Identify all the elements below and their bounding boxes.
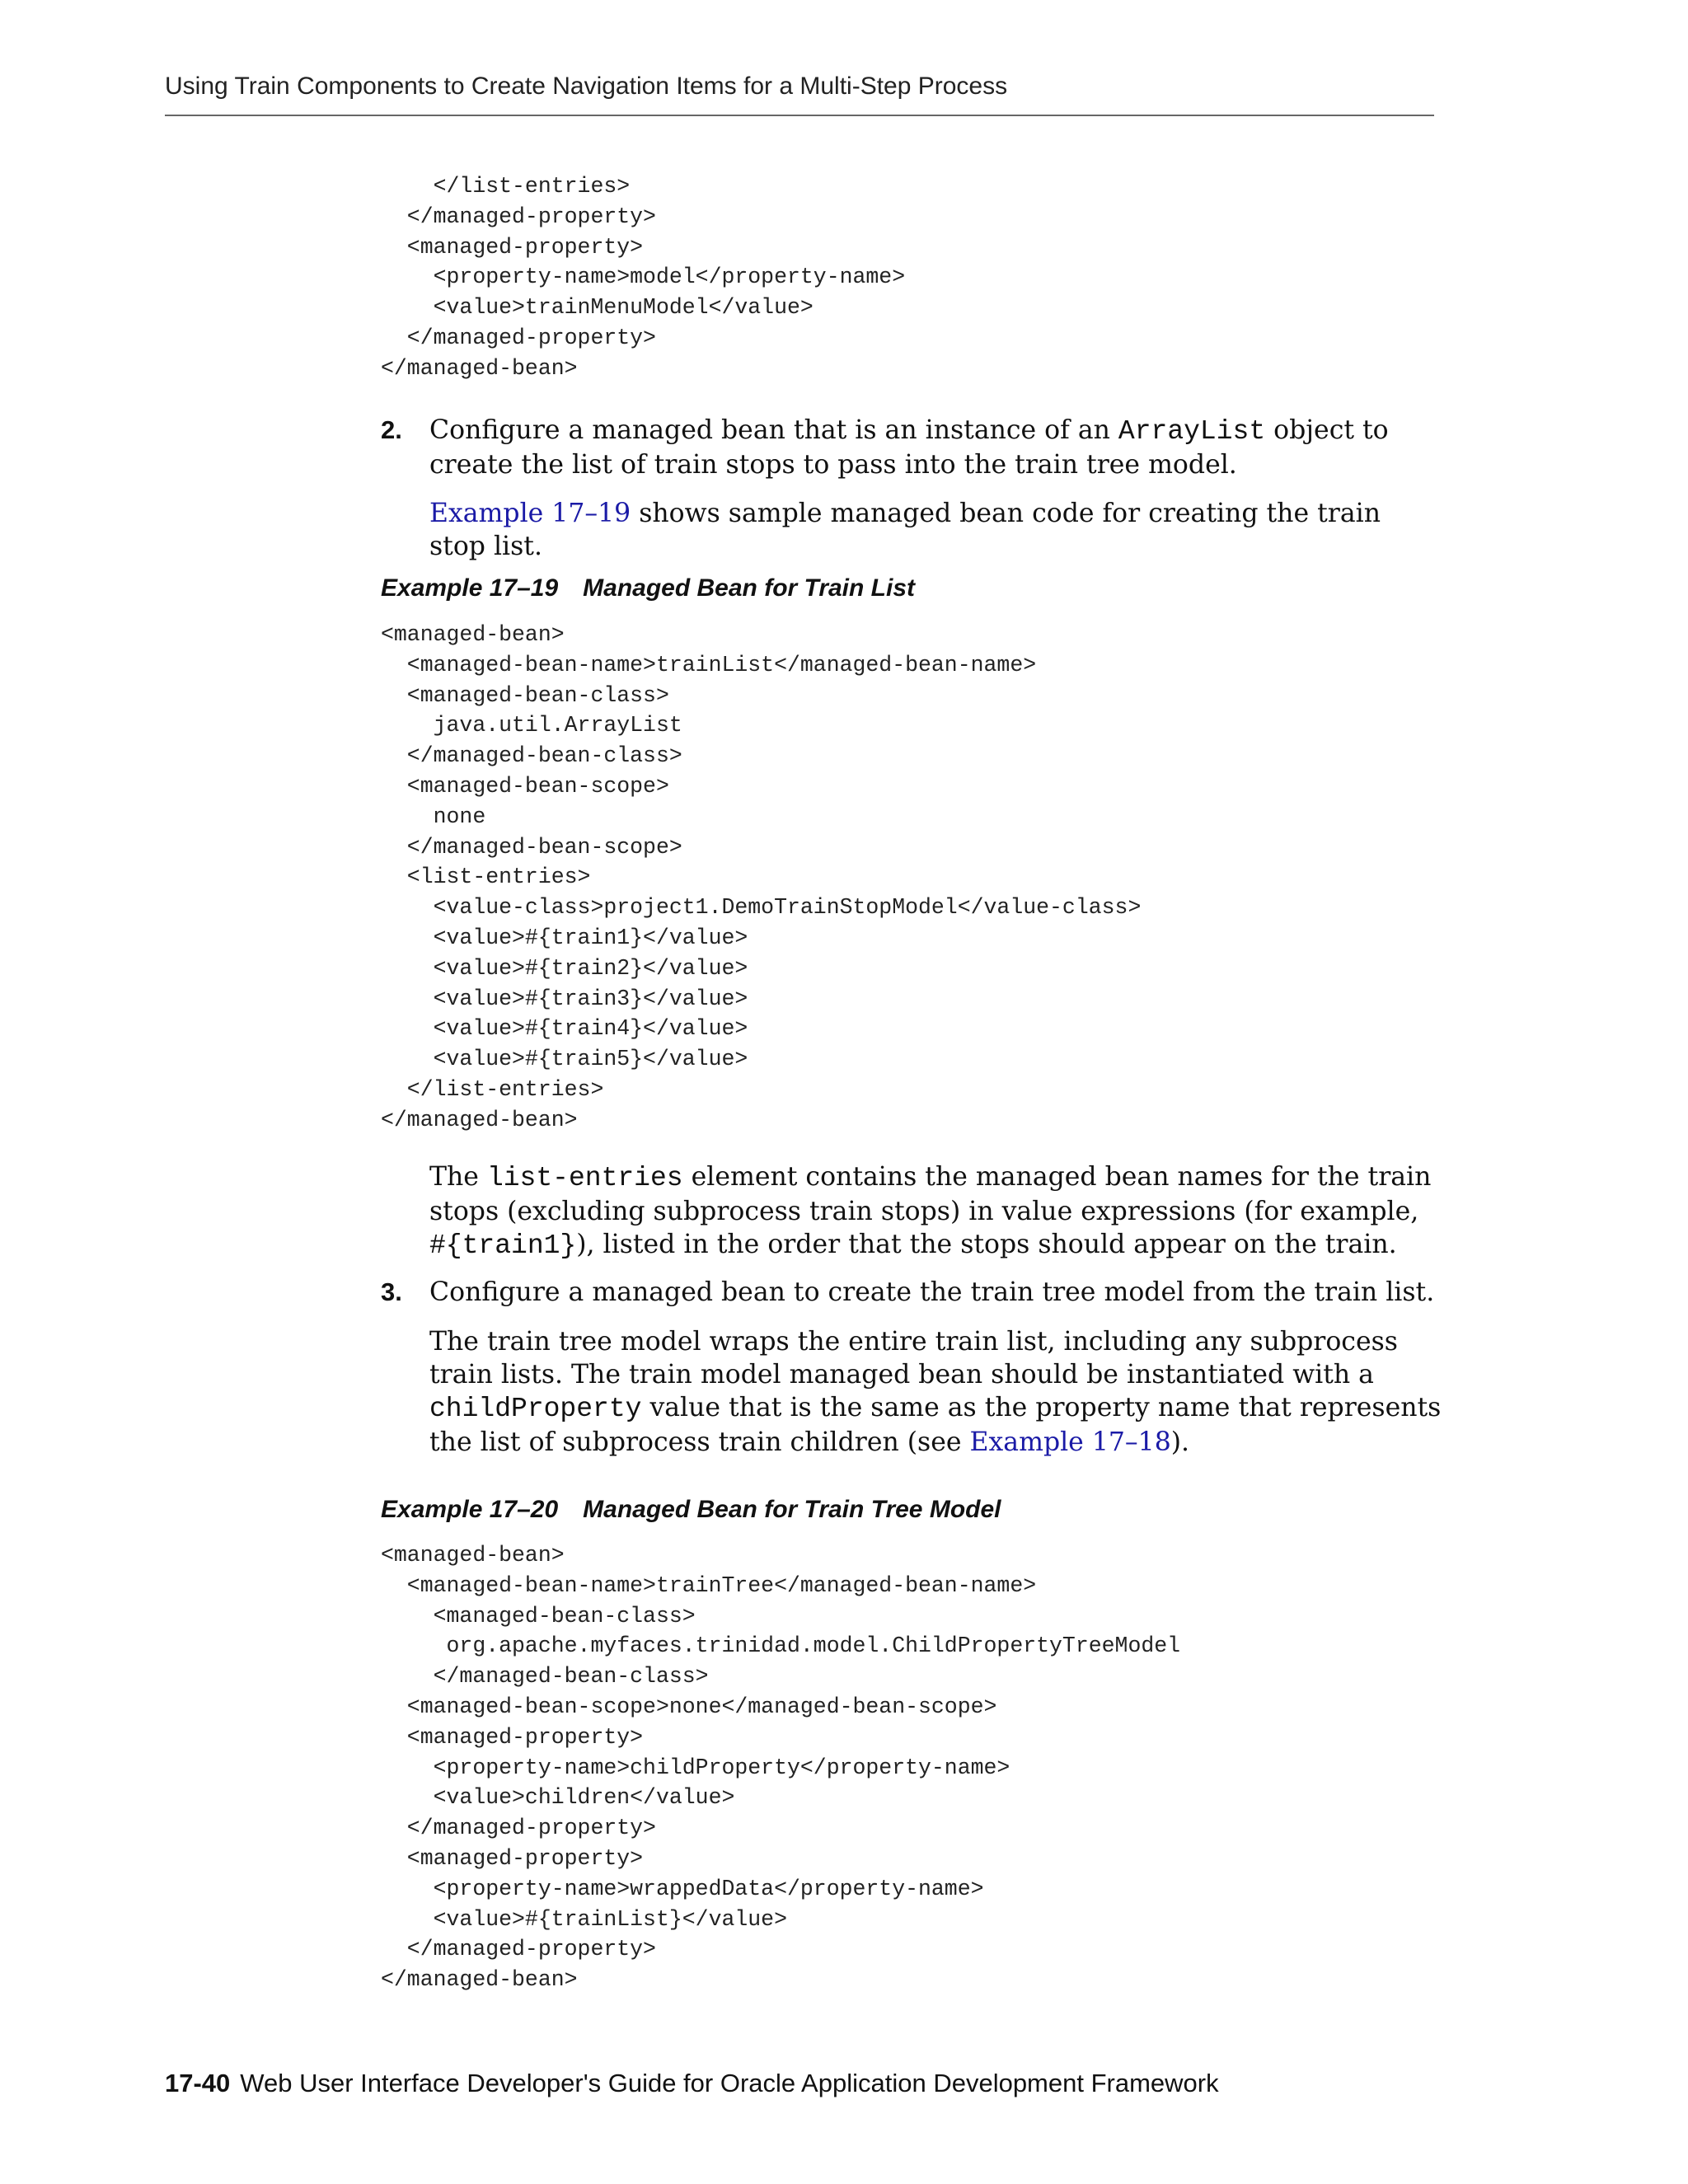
step-2-text-part: object to create the list of train stops to pass into the train tree model. [429, 415, 1389, 480]
example-17-19-title [381, 574, 915, 602]
page-number: 17-40 [165, 2069, 231, 2097]
paragraph-text: value that is the same as the property name that represents the list of subprocess train children (see [429, 1393, 1442, 1457]
step-2-text [429, 414, 1443, 481]
running-header: Using Train Components to Create Navigation Items for a Multi-Step Process [165, 73, 1008, 100]
example-title-text: Managed Bean for Train List [583, 574, 916, 602]
header-rule [165, 115, 1434, 116]
paragraph-text: ), listed in the order that the stops should appear on the train. [576, 1230, 1397, 1259]
example-17-20-title [381, 1496, 1001, 1524]
step-3-paragraph [429, 1325, 1443, 1459]
example-17-18-link[interactable]: Example 17–18 [969, 1427, 1171, 1457]
paragraph-text: ). [1170, 1427, 1190, 1457]
reference-text: shows sample managed bean code for creating the train stop list. [429, 499, 1381, 561]
page-footer [165, 2069, 1219, 2098]
list-entries-paragraph [429, 1160, 1443, 1263]
example-title-text: Managed Bean for Train Tree Model [583, 1496, 1001, 1523]
code-block-continuation: </list-entries> </managed-property> <managed-property> <property-name>model</property-name> <value>trainMenuModel</value> </managed-property> </managed-bean> [381, 174, 906, 381]
train1-code: #{train1} [429, 1230, 577, 1261]
childproperty-code: childProperty [429, 1394, 642, 1424]
step-2-text-part: Configure a managed bean that is an instance of an [429, 415, 1118, 445]
list-entries-code: list-entries [486, 1163, 683, 1193]
example-label: Example 17–20 [381, 1496, 559, 1523]
step-2-reference-paragraph [429, 497, 1443, 563]
example-label: Example 17–19 [381, 574, 559, 602]
step-number-3: 3. [381, 1277, 402, 1306]
book-title: Web User Interface Developer's Guide for Oracle Application Development Framework [240, 2069, 1219, 2097]
paragraph-text: The train tree model wraps the entire train list, including any subprocess train lists. The train model managed bean should be instantiated with a [429, 1327, 1398, 1390]
step-number-2: 2. [381, 415, 402, 444]
example-17-19-code: <managed-bean> <managed-bean-name>trainList</managed-bean-name> <managed-bean-class> java.util.ArrayList </managed-bean-class> <managed-bean-scope> none </managed-bean-scope> <list-entries> <value-class>project1.DemoTrainStopModel</value-class> <value>#{train1}</value> <value>#{train2}</value> <value>#{train3}</value> <value>#{train4}</value> <value>#{train5}</value> </list-entries> </managed-bean> [381, 622, 1142, 1132]
arraylist-code: ArrayList [1118, 416, 1266, 447]
step-3-text: Configure a managed bean to create the train tree model from the train list. [429, 1277, 1435, 1307]
paragraph-text: The [429, 1162, 487, 1192]
example-17-19-link[interactable]: Example 17–19 [429, 499, 631, 528]
paragraph-text: element contains the managed bean names for the train stops (excluding subprocess train stops) in value expressions (for example, [429, 1162, 1432, 1226]
example-17-20-code: <managed-bean> <managed-bean-name>trainTree</managed-bean-name> <managed-bean-class> org.apache.myfaces.trinidad.model.ChildPropertyTreeModel </managed-bean-class> <managed-bean-scope>none</managed-bean-scope> <managed-property> <property-name>childProperty</property-name> <value>children</value> </managed-property> <managed-property> <property-name>wrappedData</property-name> <value>#{trainList}</value> </managed-property> </managed-bean> [381, 1543, 1181, 1993]
